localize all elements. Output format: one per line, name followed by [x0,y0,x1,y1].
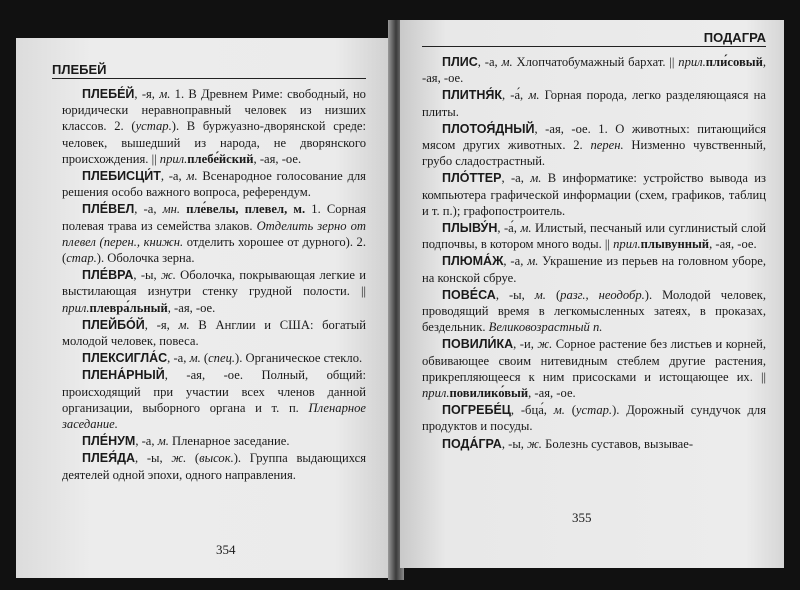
entry-text: , -я, [134,87,160,101]
headword: ПЛЮМА́Ж [442,254,504,269]
running-header: ПОДАГРА [422,30,766,47]
entry-text: Илистый, песчаный или суглинистый слой подпочвы, в котором много воды. || [422,221,766,252]
entry-text: пли́совый [705,55,763,69]
entry-text: Сорное растение без листьев и корней, обвивающее своим нитевидным стеблем другие растения, прикрепляющееся к ним присосками и истощающее их. || [422,337,766,384]
entry-text: ( [545,287,561,302]
entry-text: , -ая, -ое. [422,55,766,86]
headword: ПЛЕЯ́ДА [82,451,136,466]
headword: ПЛЕ́НУМ [82,434,136,449]
dictionary-entry [62,367,366,432]
entry-text: ). Органическое стекло. [235,351,363,366]
headword: ПЛО́ТТЕР [442,171,502,186]
headword: ПОВИЛИ́КА [442,337,514,352]
entry-text: м. [501,55,513,69]
entry-text: пле́велы, плевел, м. [186,202,306,217]
headword: ПОВЕ́СА [442,287,496,302]
entry-text: спец. [208,351,236,366]
entry-text: ж. [527,436,542,451]
entry-text: прил. [678,55,706,69]
entry-text: м. [178,317,190,332]
headword: ПЛИС [442,55,478,69]
entry-text: ). Дорожный сундучок для продуктов и посуды. [422,403,766,434]
entry-text: ж. [171,451,187,466]
entry-text: стар. [66,251,97,266]
headword: ПЛЕБИСЦИ́Т [82,169,161,184]
entry-text: , -а́, [502,88,529,103]
entry-text: , -а, [477,55,502,69]
headword: ПОГРЕБЕ́Ц [442,403,511,418]
entry-text: ( [186,451,200,466]
entry-text: , -а, [135,434,158,449]
entry-text: , -и, [513,337,538,352]
entry-text: м. [186,169,198,184]
entry-text: В информатике: устройство вывода из компьютера графической информации (схем, графиков, таблиц и т. п.); графопостроитель. [422,171,766,218]
entry-text: м. [534,287,546,302]
entry-text: отделить хорошее от дурного). 2. ( [62,234,367,266]
entry-text: м. [527,254,539,269]
running-header: ПЛЕБЕЙ [52,62,366,79]
entry-text: м. [189,351,201,366]
dictionary-entry [62,317,366,349]
dictionary-entry [422,336,766,401]
entry-text: перен. [590,138,624,153]
dictionary-entry [422,287,766,336]
headword: ПЛИТНЯ́К [442,88,503,103]
entry-text: прил. [159,151,188,166]
headword: ПЛЕНА́РНЫЙ [82,368,165,383]
entry-text: 1. В Древнем Риме: свободный, но юридически неравноправный человек из низших классов. 2. ( [62,87,366,134]
page-number: 355 [572,510,592,525]
entry-text: , -ая, -ое. [253,151,302,166]
headword: ПЛЕ́ВРА [82,268,134,283]
entry-text: , -а, [501,171,531,186]
page-number: 354 [216,542,236,557]
entry-text: ж. [160,268,176,283]
entry-text: Хлопчатобумажный бархат. || [512,55,679,69]
entry-text: прил. [422,386,450,401]
entry-text: разг., неодобр. [560,287,645,302]
entry-text: ( [200,351,209,366]
entry-text: , -а, [167,351,190,366]
entry-text: плебе́йский [187,151,254,166]
entry-list [422,54,766,452]
entry-text: мн. [162,202,181,217]
entry-text: ). Молодой человек, проводящий время в легкомысленных затеях, в проказах, бездельник. [422,287,766,335]
entry-text: , -а, [134,202,163,217]
entry-text: Горная порода, легко разделяющаяся на плиты. [422,88,766,119]
entry-text: , -а, [160,169,187,184]
headword: ПЛОТОЯ́ДНЫЙ [442,121,535,136]
headword: ПЛЫВУ́Н [442,221,498,236]
entry-text: Украшение из перьев на головном уборе, на конской сбруе. [422,254,766,285]
entry-text: прил. [62,300,90,315]
entry-text: м. [530,171,542,186]
entry-text: , -а́, [497,221,521,236]
entry-text: , -а, [503,254,528,269]
entry-text: ( [564,403,576,418]
entry-text: , -ая, -ое. [709,237,757,252]
entry-text: , -ы, [133,268,161,283]
entry-text: м. [528,88,540,103]
entry-text: Всенародное голосование для решения особо важного вопроса, референдум. [62,169,366,200]
entry-text: Пленарное заседание. [62,400,366,432]
entry-text: м. [520,221,532,236]
entry-text: м. [553,403,565,418]
entry-text: Оболочка, покрывающая легкие и выстилающая изнутри стенку грудной полости. || [62,268,367,299]
entry-text: , -ая, -ое. [528,386,576,401]
entry-list [62,86,366,483]
dictionary-entry [422,54,766,86]
entry-text: м. [159,87,171,101]
headword: ПЛЕЙБО́Й [82,317,145,332]
entry-text: , -ы, [495,287,535,302]
entry-text: Низменно чувственный, грубо сладострастный. [422,138,766,169]
dictionary-entry [62,86,366,167]
headword: ПЛЕКСИГЛА́С [82,351,168,366]
entry-text: , -ая, -ое. Полный, общий: происходящий при участии всех членов данной организации, выборного органа и т. п. [62,368,366,415]
headword: ПЛЕ́ВЕЛ [82,202,135,217]
dictionary-entry [422,253,766,285]
entry-text: м. [157,434,169,449]
entry-text: ). В буржуазно-дворянской среде: человек, вышедший из народа, не дворянского происхождения. || [62,119,366,166]
entry-text: , -ая, -ое. [167,300,216,315]
dictionary-entry [422,87,766,119]
entry-text: , -ая, -ое. 1. О животных: питающийся мясом других животных. 2. [422,121,766,153]
entry-text: ). Оболочка зерна. [96,251,195,266]
entry-text: , -ы, [135,451,172,466]
dictionary-entry [422,402,766,434]
dictionary-entry [62,168,366,200]
entry-text: Болезнь суставов, вызывае- [541,436,694,451]
headword: ПОДА́ГРА [442,436,502,451]
entry-text: , -бца́, [510,403,554,418]
dictionary-entry [62,201,366,266]
dictionary-entry [422,220,766,252]
left-page [16,38,392,578]
dictionary-entry [62,350,366,366]
dictionary-entry [62,450,366,482]
entry-text: прил. [613,237,641,252]
entry-text: В Англии и США: богатый молодой человек, повеса. [62,317,366,349]
entry-text: Пленарное заседание. [168,434,290,449]
dictionary-entry [62,433,366,449]
entry-text: Отделить зерно от плевел (перен., книжн. [62,218,367,249]
entry-text: плывунный [640,237,710,252]
entry-text: , -я, [144,317,179,332]
entry-text: , -ы, [501,436,528,451]
entry-text: устар. [575,403,613,418]
entry-text: повилико́вый [449,386,529,401]
entry-text: ж. [537,337,553,352]
dictionary-entry [62,267,366,316]
entry-text: ). Группа выдающихся деятелей одной эпохи, одного направления. [62,451,367,482]
entry-text: 1. Сорная полевая трава из семейства злаков. [62,202,366,233]
dictionary-entry [422,121,766,170]
entry-text: Великовозрастный п. [488,320,603,335]
entry-text: устар. [135,119,172,134]
headword: ПЛЕБЕ́Й [82,87,135,101]
right-page [400,20,784,568]
entry-text: плевра́льный [89,300,168,315]
entry-text: высок. [199,451,234,466]
dictionary-entry [422,170,766,219]
dictionary-entry [422,436,766,452]
